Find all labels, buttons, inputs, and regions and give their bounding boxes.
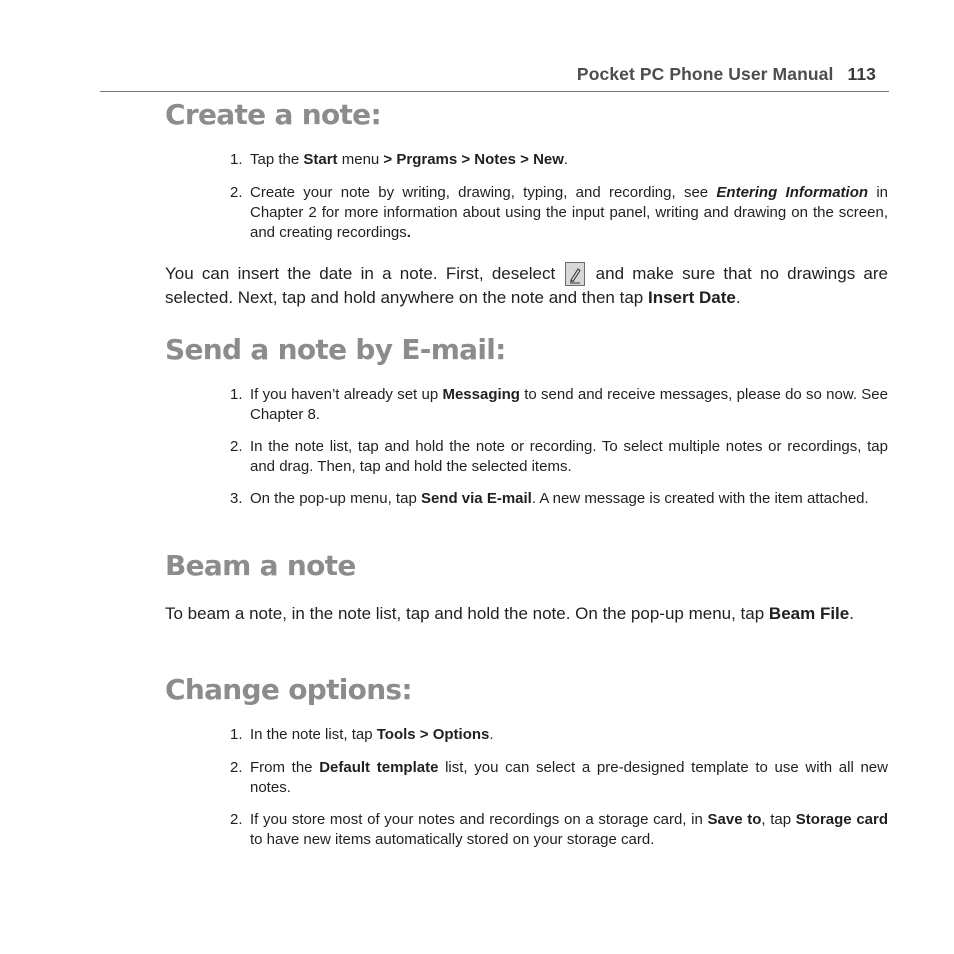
list-item: 2. From the Default template list, you can select a pre-designed template to use with all new notes.	[230, 759, 888, 796]
list-item: 2. If you store most of your notes and recordings on a storage card, in Save to, tap Storage card to have new items automatically stored on your storage card.	[230, 811, 889, 848]
heading-send-note: Send a note by E-mail:	[165, 333, 506, 366]
pen-tool-icon	[565, 262, 585, 286]
insert-date-paragraph: You can insert the date in a note. First, deselect and make sure that no drawings are selected. Next, tap and hold anywhere on the note and then tap Insert Date.	[165, 264, 889, 307]
list-item: 1. In the note list, tap Tools > Options.	[230, 726, 494, 743]
beam-paragraph: To beam a note, in the note list, tap and hold the note. On the pop-up menu, tap Beam File.	[165, 604, 854, 623]
heading-create-note: Create a note:	[165, 98, 381, 131]
list-item: 2. Create your note by writing, drawing, typing, and recording, see Entering Information in Chapter 2 for more information about using the input panel, writing and drawing on the screen, and creating recordings.	[230, 184, 889, 241]
heading-beam-note: Beam a note	[165, 549, 356, 582]
page-number: 113	[847, 64, 876, 84]
heading-change-options: Change options:	[165, 673, 412, 706]
running-header	[577, 64, 876, 85]
list-item: 3. On the pop-up menu, tap Send via E-mail. A new message is created with the item attached.	[230, 490, 869, 507]
header-rule	[100, 91, 889, 92]
list-item: 2. In the note list, tap and hold the note or recording. To select multiple notes or recordings, tap and drag. Then, tap and hold the selected items.	[230, 438, 888, 475]
list-item: 1. If you haven’t already set up Messaging to send and receive messages, please do so now. See Chapter 8.	[230, 386, 888, 423]
manual-title: Pocket PC Phone User Manual	[576, 64, 834, 84]
list-item: 1. Tap the Start menu > Prgrams > Notes > New.	[230, 151, 569, 168]
